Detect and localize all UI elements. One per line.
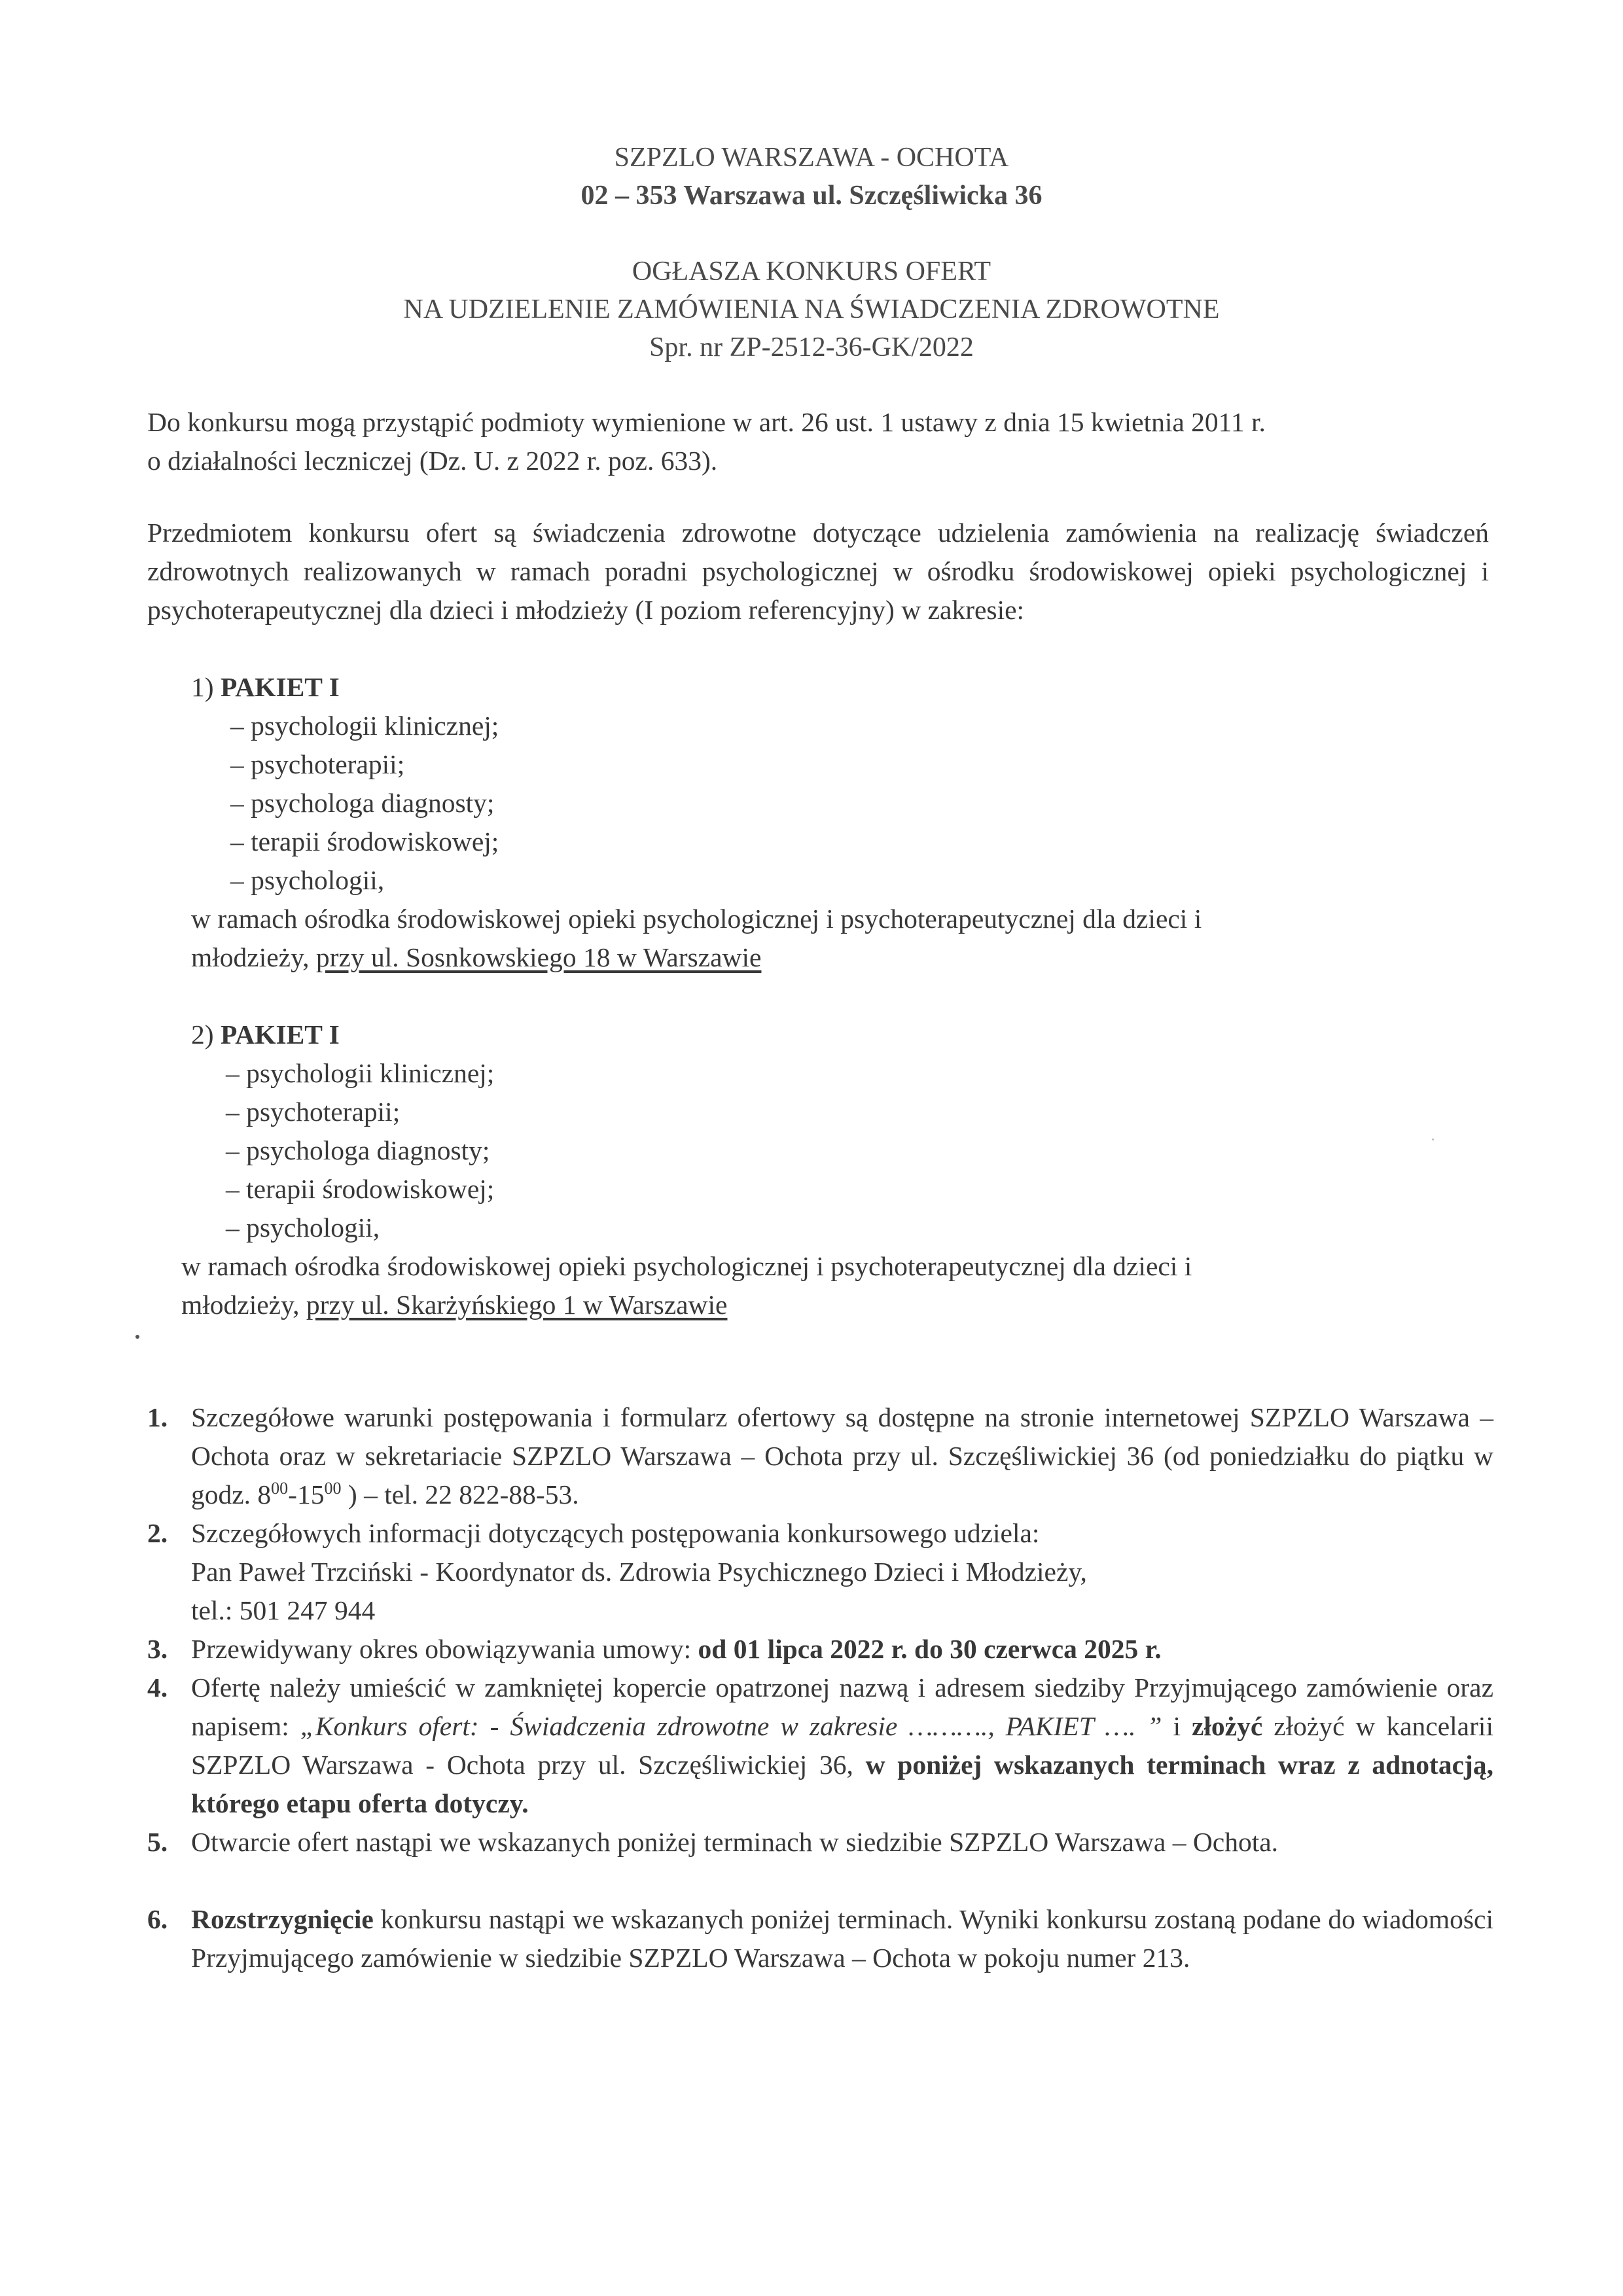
package-1-heading <box>191 668 340 707</box>
condition-1-sup-2: 00 <box>324 1479 342 1498</box>
package-1-item: – psychoterapii; <box>230 749 405 779</box>
package-2-location-line-2 <box>181 1286 727 1324</box>
package-2-number: 2) <box>191 1019 214 1050</box>
condition-3-text: Przewidywany okres obowiązywania umowy: <box>191 1634 698 1664</box>
package-1-item: – psychologii, <box>230 865 385 895</box>
condition-2-line-1: Szczegółowych informacji dotyczących postępowania konkursowego udziela: <box>191 1518 1040 1548</box>
condition-3-number: 3. <box>147 1634 168 1664</box>
package-1-number: 1) <box>191 672 214 702</box>
condition-4-text-b: i <box>1162 1711 1192 1741</box>
condition-4-text-c: złożyć w kancelarii SZPZLO Warszawa - Ochota przy ul. Szczęśliwickiej 36, <box>191 1711 1493 1780</box>
package-2-location-prefix: młodzieży, <box>181 1290 300 1320</box>
package-2-item: – psychoterapii; <box>226 1097 401 1127</box>
package-1-location-prefix: młodzieży, <box>191 942 310 972</box>
intro-line-1: Do konkursu mogą przystąpić podmioty wymienione w art. 26 ust. 1 ustawy z dnia 15 kwietnia 2011 r. <box>147 407 1266 437</box>
org-address-text: 02 – 353 Warszawa ul. Szczęśliwicka 36 <box>580 181 1043 211</box>
condition-5-number: 5. <box>147 1827 168 1857</box>
condition-1-text-c: ) – tel. 22 822-88-53. <box>341 1479 579 1510</box>
package-1-item: – psychologa diagnosty; <box>230 788 495 818</box>
stray-dot <box>135 1335 139 1339</box>
condition-6-number: 6. <box>147 1904 168 1934</box>
condition-4-text-a: Ofertę należy umieścić w zamkniętej kopercie opatrzonej nazwą i adresem siedziby Przyjmującego zamówienie oraz napisem: <box>191 1672 1493 1741</box>
package-1-title: PAKIET I <box>220 672 340 702</box>
scan-speck <box>1432 1139 1434 1140</box>
condition-2-number: 2. <box>147 1518 168 1548</box>
intro-line-2: o działalności leczniczej (Dz. U. z 2022 r. poz. 633). <box>147 446 718 476</box>
condition-6-bold: Rozstrzygnięcie <box>191 1904 374 1934</box>
condition-6 <box>191 1900 1493 1977</box>
org-address <box>0 177 1623 215</box>
condition-3-dates: od 01 lipca 2022 r. do 30 czerwca 2025 r. <box>698 1634 1162 1664</box>
package-2-item: – terapii środowiskowej; <box>226 1174 495 1204</box>
condition-1-sup-1: 00 <box>271 1479 289 1498</box>
condition-1-text-b: -15 <box>288 1479 325 1510</box>
announce-line-1: OGŁASZA KONKURS OFERT <box>632 256 991 287</box>
org-name: SZPZLO WARSZAWA - OCHOTA <box>614 143 1009 173</box>
condition-1-number: 1. <box>147 1402 168 1432</box>
subject-paragraph: Przedmiotem konkursu ofert są świadczenia zdrowotne dotyczące udzielenia zamówienia na realizację świadczeń zdrowotnych realizowanych w ramach poradni psychologicznej w ośrodku środowiskowej opieki psychologicznej i psychoterapeutycznej dla dzieci i młodzieży (I poziom referencyjny) w zakresie: <box>147 518 1489 625</box>
package-2-item: – psychologii, <box>226 1212 380 1243</box>
condition-4-bold-a: złożyć <box>1191 1711 1263 1741</box>
package-2-title: PAKIET I <box>220 1019 340 1050</box>
package-1-address: przy ul. Sosnkowskiego 18 w Warszawie <box>315 942 762 972</box>
package-2-item: – psychologa diagnosty; <box>226 1135 490 1165</box>
condition-2-line-2: Pan Paweł Trzciński - Koordynator ds. Zdrowia Psychicznego Dzieci i Młodzieży, <box>191 1557 1087 1587</box>
condition-4 <box>191 1669 1493 1823</box>
package-1-item: – psychologii klinicznej; <box>230 711 499 741</box>
package-2-address: przy ul. Skarżyńskiego 1 w Warszawie <box>306 1290 728 1320</box>
condition-4-bold-b: w poniżej wskazanych terminach wraz z adnotacją, którego etapu oferta dotyczy. <box>191 1750 1493 1818</box>
case-number: Spr. nr ZP-2512-36-GK/2022 <box>649 332 974 362</box>
announce-line-2: NA UDZIELENIE ZAMÓWIENIA NA ŚWIADCZENIA ZDROWOTNE <box>403 294 1220 325</box>
condition-2-line-3: tel.: 501 247 944 <box>191 1595 376 1625</box>
package-2-location-line-1: w ramach ośrodka środowiskowej opieki psychologicznej i psychoterapeutycznej dla dzieci i <box>181 1251 1192 1281</box>
condition-4-number: 4. <box>147 1672 168 1703</box>
condition-6-text: konkursu nastąpi we wskazanych poniżej terminach. Wyniki konkursu zostaną podane do wiadomości Przyjmującego zamówienie w siedzibie SZPZLO Warszawa – Ochota w pokoju numer 213. <box>191 1904 1493 1973</box>
package-1-item: – terapii środowiskowej; <box>230 826 499 857</box>
package-2-item: – psychologii klinicznej; <box>226 1058 495 1088</box>
package-2-heading <box>191 1016 340 1054</box>
condition-1-text-a: Szczegółowe warunki postępowania i formularz ofertowy są dostępne na stronie internetowej SZPZLO Warszawa – Ochota oraz w sekretariacie SZPZLO Warszawa – Ochota przy ul. Szczęśliwickiej 36 (od poniedziałku do piątku w godz. 8 <box>191 1402 1493 1510</box>
condition-5-text: Otwarcie ofert nastąpi we wskazanych poniżej terminach w siedzibie SZPZLO Warszawa – Ochota. <box>191 1827 1279 1857</box>
package-1-location-line-2 <box>191 938 761 977</box>
condition-3 <box>191 1630 1162 1669</box>
package-1-location-line-1: w ramach ośrodka środowiskowej opieki psychologicznej i psychoterapeutycznej dla dzieci i <box>191 904 1202 934</box>
condition-1 <box>191 1398 1493 1514</box>
condition-4-inscription: „Konkurs ofert: - Świadczenia zdrowotne w zakresie ………., PAKIET …. ” <box>300 1711 1162 1741</box>
